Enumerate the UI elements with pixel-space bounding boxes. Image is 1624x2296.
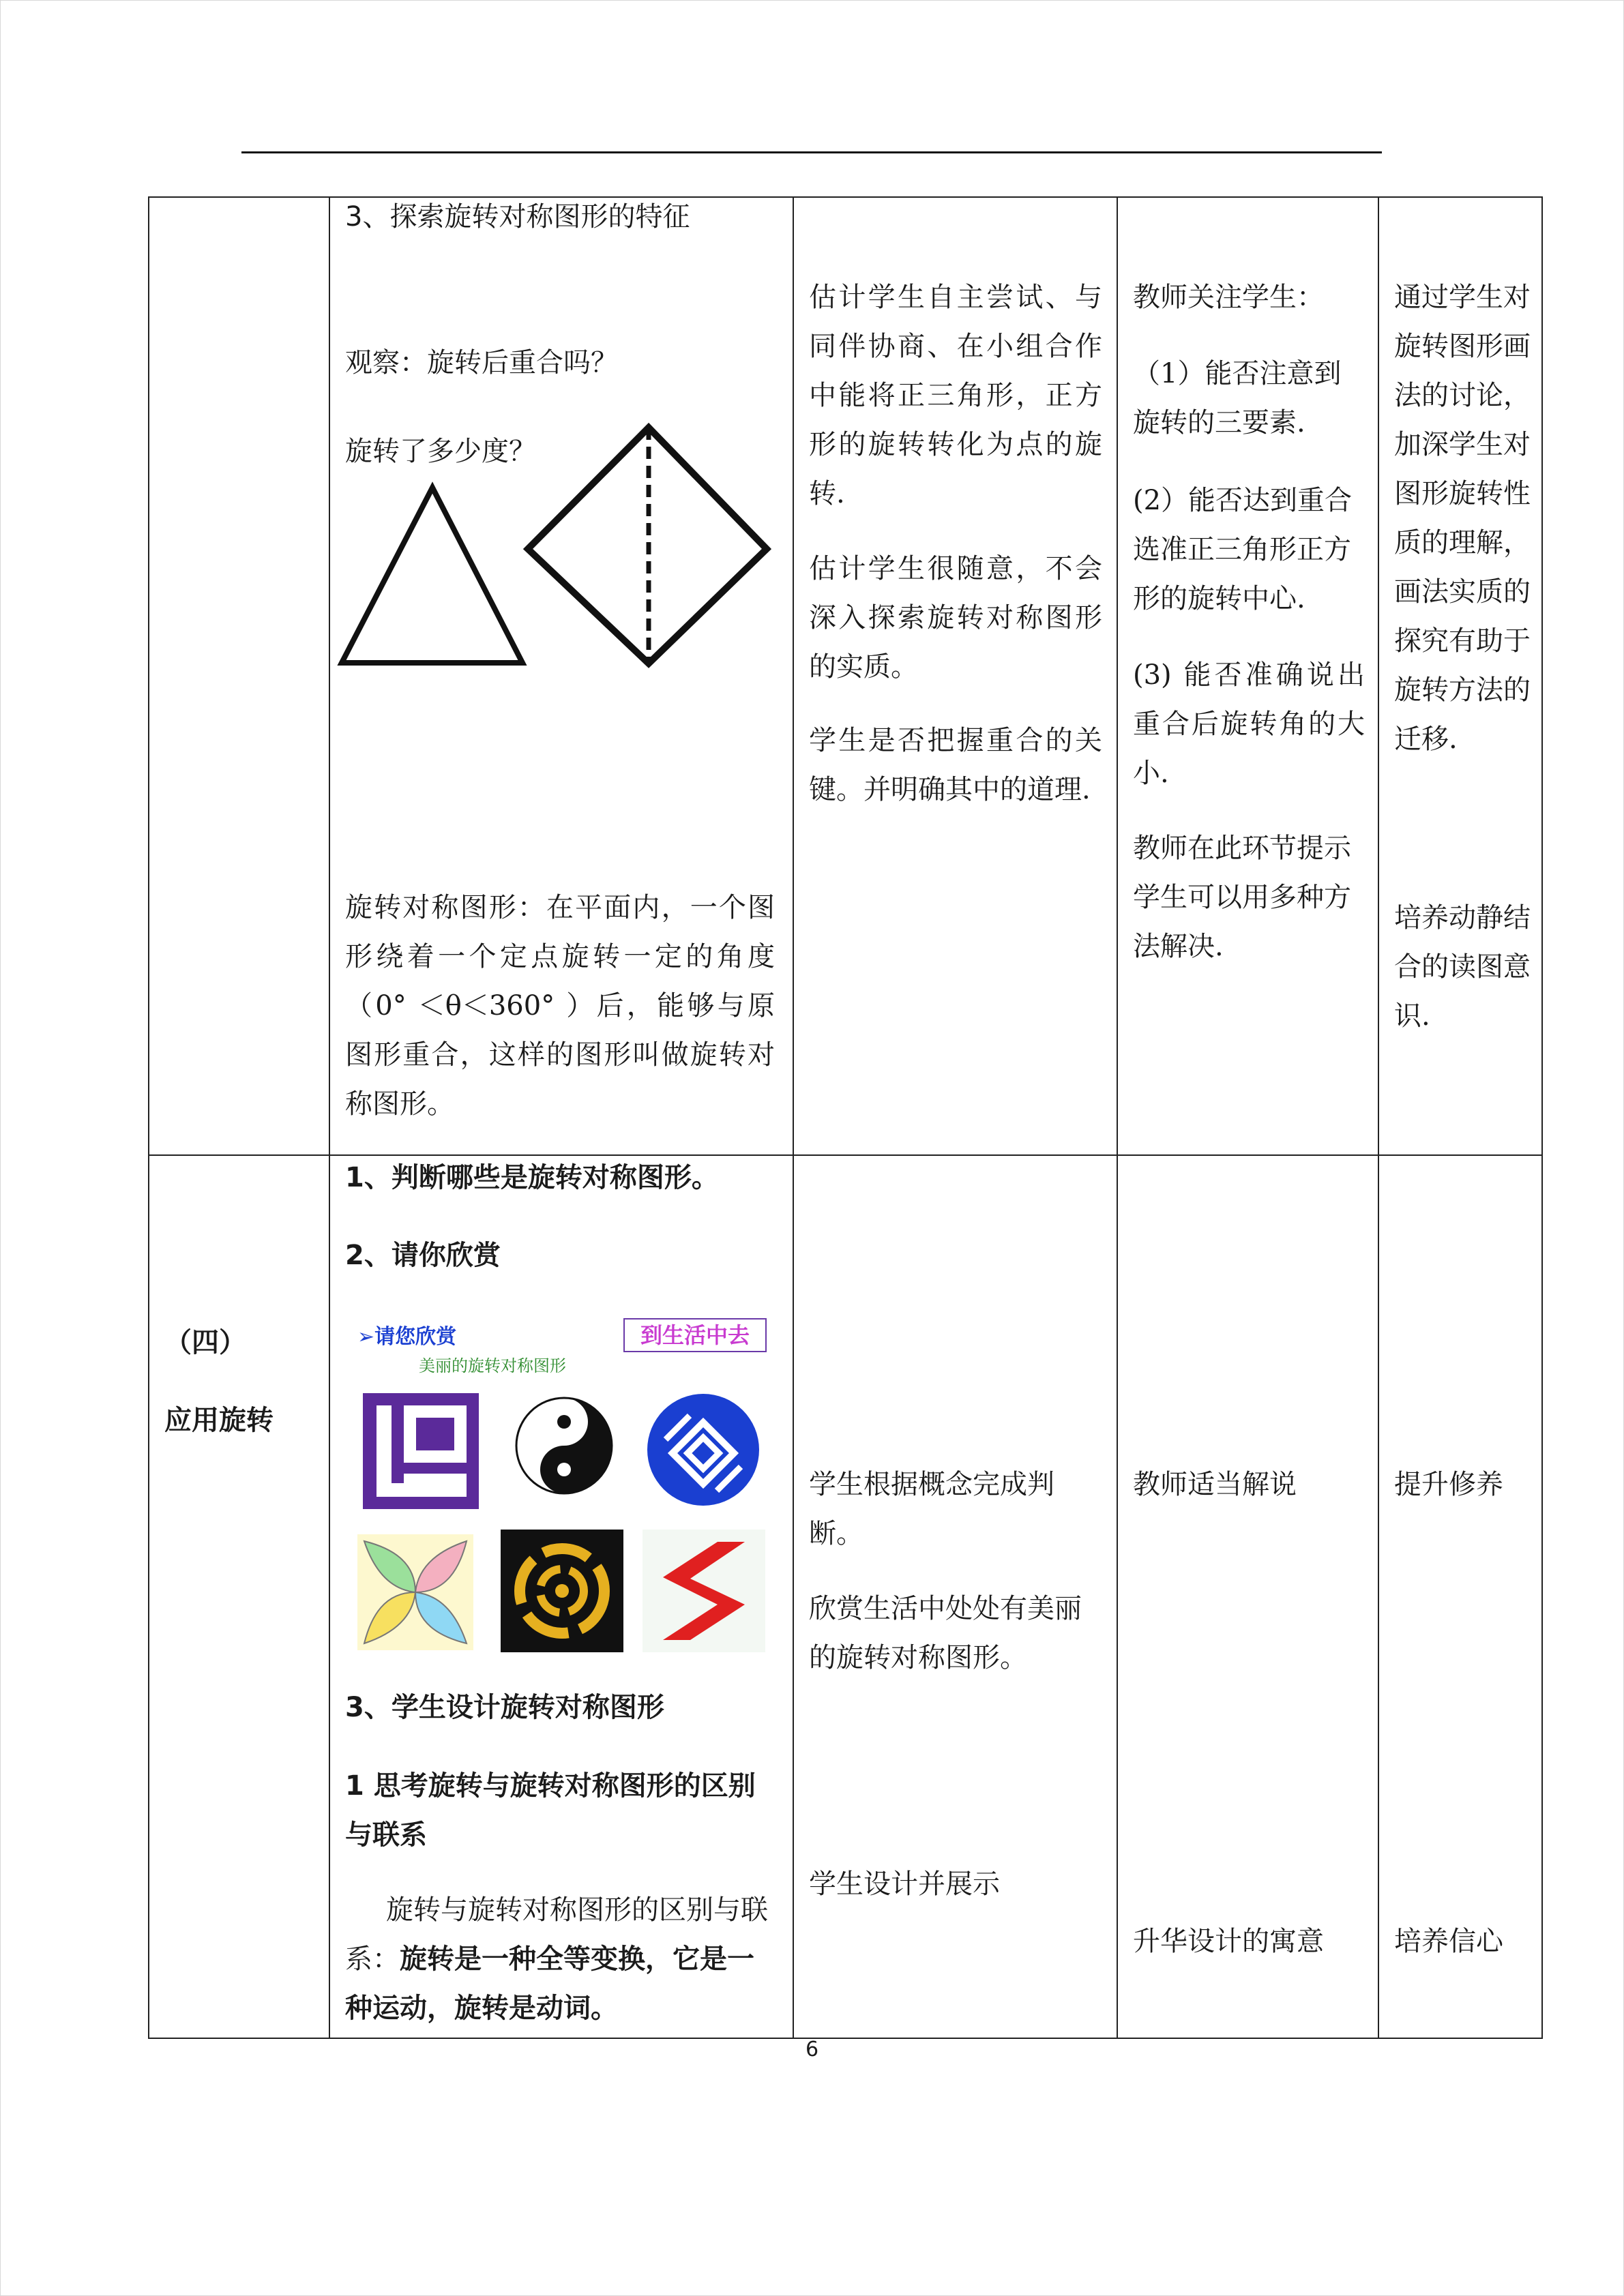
petal-flower-image	[357, 1534, 473, 1650]
intent-text-a: 提升修养	[1394, 1469, 1503, 1500]
activity-cell	[329, 197, 793, 1155]
student-text-b: 欣赏生活中处处有美丽的旋转对称图形。	[809, 1593, 1082, 1673]
relation-text	[345, 1885, 775, 2033]
design-intent-cell-apply	[1378, 1155, 1542, 2038]
item-1: 1、判断哪些是旋转对称图形。	[345, 1162, 719, 1193]
china-mobile-logo-image	[645, 1392, 761, 1508]
table-row	[149, 1155, 1542, 2038]
intent-para-2: 培养动静结合的读图意识.	[1394, 902, 1531, 1032]
item-2: 2、请你欣赏	[345, 1240, 501, 1271]
teacher-para-4: (3) 能否准确说出重合后旋转角的大小.	[1133, 659, 1365, 789]
yin-yang-image	[513, 1395, 615, 1497]
student-para-3: 学生是否把握重合的关键。并明确其中的道理.	[809, 725, 1102, 805]
item-3: 3、学生设计旋转对称图形	[345, 1692, 664, 1723]
table-row	[149, 197, 1542, 1155]
teacher-para-5: 教师在此环节提示学生可以用多种方法解决.	[1133, 833, 1351, 962]
banner-subtitle: 美丽的旋转对称图形	[419, 1356, 566, 1375]
page-number: 6	[806, 2038, 819, 2061]
student-text-c: 学生设计并展示	[809, 1868, 1000, 1900]
stage-cell-empty	[149, 197, 329, 1155]
student-activity-cell	[793, 197, 1117, 1155]
teacher-text-a: 教师适当解说	[1133, 1469, 1297, 1500]
stage-number: （四）	[164, 1327, 246, 1358]
student-activity-cell-apply	[793, 1155, 1117, 2038]
banner-title: ➢请您欣赏	[357, 1325, 457, 1349]
activity-cell-apply	[329, 1155, 793, 2038]
teacher-para-3: (2）能否达到重合选准正三角形正方形的旋转中心.	[1133, 485, 1353, 614]
header-rule	[241, 151, 1382, 153]
student-para-2: 估计学生很随意，不会深入探索旋转对称图形的实质。	[809, 553, 1102, 683]
intent-text-b: 培养信心	[1394, 1926, 1503, 1957]
intent-para-1: 通过学生对旋转图形画法的讨论，加深学生对图形旋转性质的理解，画法实质的探究有助于旋转方法的迁移.	[1394, 282, 1531, 755]
teacher-activity-cell-apply	[1117, 1155, 1378, 2038]
banner-badge: 到生活中去	[623, 1318, 767, 1352]
stage-cell	[149, 1155, 329, 2038]
teacher-activity-cell	[1117, 197, 1378, 1155]
triangle-square-figure	[330, 419, 794, 679]
section-heading: 3、探索旋转对称图形的特征	[345, 201, 690, 233]
relation-plain: 旋转与旋转对称图形的区别与联系：	[345, 1894, 768, 1975]
triangle-shape	[342, 488, 522, 663]
teacher-para-2: （1）能否注意到旋转的三要素.	[1133, 358, 1342, 438]
relation-bold: 旋转是一种全等变换，它是一种运动，旋转是动词。	[345, 1943, 754, 2024]
observe-question-2: 旋转了多少度？	[345, 436, 536, 467]
definition-text: 旋转对称图形：在平面内，一个图形绕着一个定点旋转一定的角度（0° ＜θ＜360° ）后，能够与原图形重合，这样的图形叫做旋转对称图形。	[345, 892, 775, 1120]
phoenix-logo-image	[501, 1530, 623, 1652]
teacher-para-1: 教师关注学生：	[1133, 282, 1324, 313]
student-text-a: 学生根据概念完成判断。	[809, 1469, 1054, 1549]
purple-b-logo-image	[363, 1393, 479, 1509]
student-para-1: 估计学生自主尝试、与同伴协商、在小组合作中能将正三角形，正方形的旋转转化为点的旋转.	[809, 282, 1102, 509]
observe-question-1: 观察：旋转后重合吗？	[345, 347, 618, 378]
item-4: 1 思考旋转与旋转对称图形的区别与联系	[345, 1770, 756, 1851]
design-intent-cell	[1378, 197, 1542, 1155]
suzuki-s-logo-image	[643, 1530, 765, 1652]
stage-name: 应用旋转	[164, 1405, 274, 1436]
lesson-table	[148, 196, 1543, 2039]
teacher-text-b: 升华设计的寓意	[1133, 1926, 1324, 1957]
